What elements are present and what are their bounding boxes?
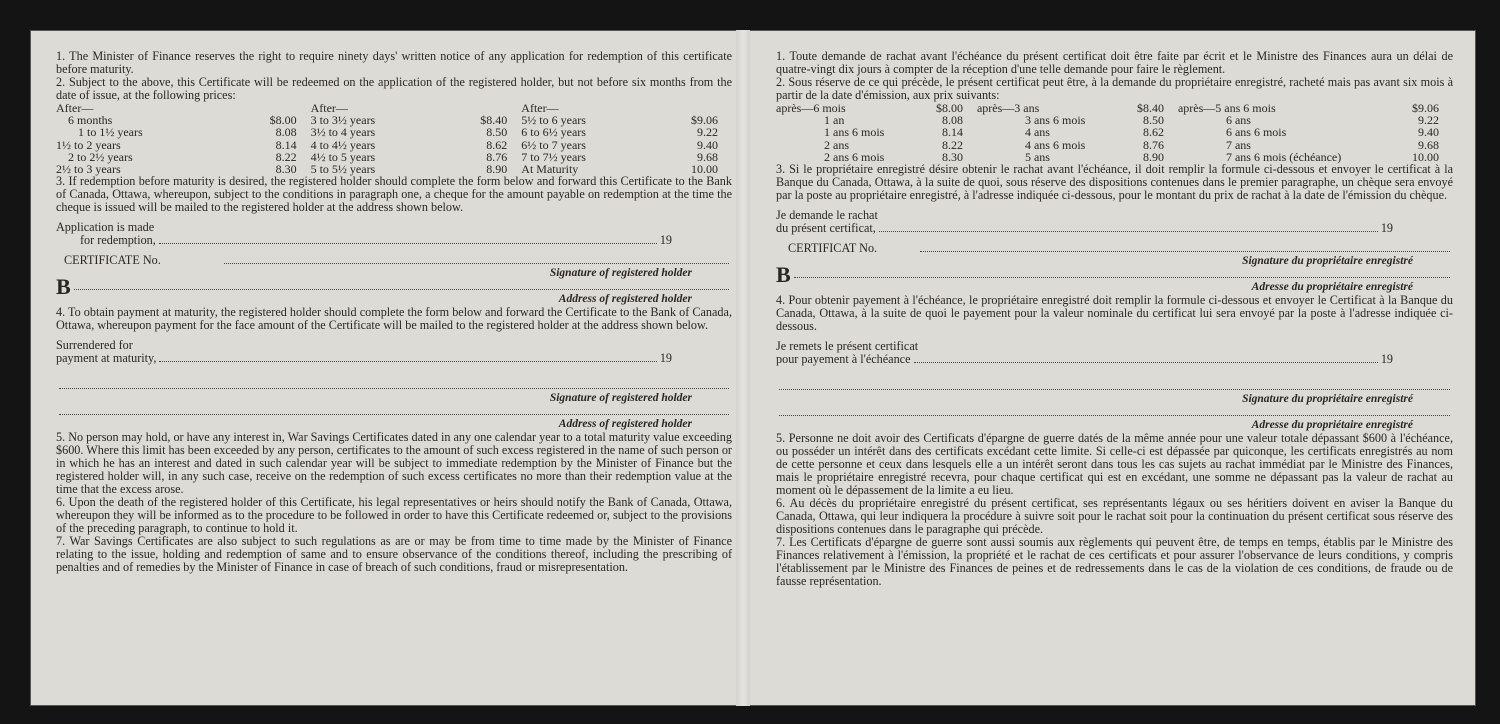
after-label: After—: [56, 101, 94, 115]
paragraph-2: 2. Sous réserve de ce qui précède, le présent certificat peut être, à la demande du propriétaire enregistré, racheté mais pas avant six mois à partir de la date d'émission, aux prix suivants:: [776, 75, 1453, 102]
signature-field[interactable]: [59, 387, 729, 389]
price: 8.22: [941, 137, 963, 152]
price: 9.68: [697, 149, 718, 164]
period: 5½ to 6 years: [521, 113, 586, 128]
period: 1 an: [824, 113, 845, 128]
paragraph-7: 7. Les Certificats d'épargne de guerre sont aussi soumis aux règlements qui peuvent être, de temps en temps, établis par le Ministre des Finances relativement à l'émission, la propriété et le rachat de ces certificats et pour assurer l'observance de leurs conditions, y compris l'établissement par le Ministre des Finances de peines et de redressements dans le cas de la violation de ces conditions, de fraude ou de fausse représentation.: [776, 535, 1453, 589]
price-header-row: [56, 102, 732, 114]
price: 8.30: [275, 162, 297, 177]
price: 9.40: [697, 137, 718, 152]
price: 9.22: [697, 125, 718, 140]
signature-caption: Signature du propriétaire enregistré: [1242, 393, 1413, 406]
period: 4 to 4½ years: [310, 137, 376, 152]
price: $8.40: [480, 113, 508, 128]
certificate-number-label: CERTIFICAT No.: [788, 241, 878, 256]
period: 4½ to 5 years: [310, 149, 376, 164]
period: 7 ans: [1225, 137, 1251, 152]
price: 8.76: [1142, 137, 1164, 152]
price-row: [776, 126, 1453, 138]
english-column: [56, 50, 732, 574]
paragraph-1: 1. The Minister of Finance reserves the right to require ninety days' written notice of any application for redemption of this certificate before maturity.: [56, 49, 732, 76]
period: 6 to 6½ years: [521, 125, 586, 140]
period: 5 to 5½ years: [310, 162, 376, 177]
price: $9.06: [691, 113, 718, 128]
price: 10.00: [1412, 149, 1439, 164]
address-caption: Address of registered holder: [558, 418, 692, 431]
period: 3 ans 6 mois: [1024, 113, 1086, 128]
date-field[interactable]: [914, 361, 1378, 363]
period: 6½ to 7 years: [521, 137, 586, 152]
signature-caption: Signature of registered holder: [549, 267, 692, 280]
price: 8.50: [1142, 113, 1164, 128]
signature-field[interactable]: [224, 262, 729, 264]
price-row: [56, 126, 732, 138]
surrender-label-2: pour payement à l'échéance: [776, 352, 911, 367]
paragraph-5: 5. No person may hold, or have any interest in, War Savings Certificates dated in any one calendar year to a total maturity value exceeding $600. Where this limit has been exceeded by any person, certificates to the amount of such excess registered in the name of such person or in which he has an interest and dated in such calendar year will be subject to immediate redemption by the Minister of Finance but the registered holder will, in any such case, receive on the redemption of such excess certificates no more than their redemption value at the time that the excess arose.: [56, 430, 732, 497]
paragraph-6: 6. Upon the death of the registered holder of this Certificate, his legal representatives or heirs should notify the Bank of Canada, Ottawa, whereupon they will be informed as to the procedure to be followed in order to have this Certificate redeemed or, subject to the provisions of the preceding paragraph, to continue to hold it.: [56, 495, 732, 536]
price-row: [56, 114, 732, 126]
redemption-price-table: [56, 102, 732, 175]
application-label-2: for redemption,: [80, 233, 156, 248]
maturity-payment-line[interactable]: [776, 353, 1453, 366]
price: 9.68: [1418, 137, 1439, 152]
period: 3½ to 4 years: [310, 125, 376, 140]
price: 9.22: [1418, 113, 1439, 128]
surrender-label-2: payment at maturity,: [56, 351, 157, 366]
price: 8.08: [941, 113, 963, 128]
certificate-number-label: CERTIFICATE No.: [64, 253, 161, 268]
redemption-application-line[interactable]: [776, 222, 1453, 235]
year-prefix: 19: [659, 233, 672, 248]
address-caption: Adresse du propriétaire enregistré: [1251, 419, 1413, 432]
certificate-number-line[interactable]: [56, 254, 732, 267]
surrender-label: Je remets le présent certificat: [776, 339, 919, 354]
period: après—5 ans 6 mois: [1177, 101, 1276, 115]
period: 1½ to 2 years: [56, 137, 121, 152]
after-label: After—: [521, 101, 559, 115]
year-prefix: 19: [1380, 221, 1393, 236]
price: $8.40: [1136, 101, 1164, 115]
period: 6 ans 6 mois: [1225, 125, 1287, 140]
redemption-application-line[interactable]: [56, 234, 732, 247]
price: 8.08: [275, 125, 297, 140]
price: 8.62: [486, 137, 508, 152]
address-caption: Adresse du propriétaire enregistré: [1251, 281, 1413, 294]
paragraph-4: 4. Pour obtenir payement à l'échéance, le propriétaire enregistré doit remplir la formule ci-dessous et envoyer le Certificat à la Banque du Canada, Ottawa, à la suite de quoi le payement pour la valeur nominale du certificat lui sera envoyé par la poste à l'adresse indiquée ci-dessous.: [776, 293, 1453, 334]
period: 2 ans 6 mois: [824, 149, 885, 164]
price: $9.06: [1412, 101, 1439, 115]
address-field[interactable]: [59, 413, 729, 415]
price-row: [776, 139, 1453, 151]
application-label: Application is made: [56, 220, 155, 235]
period: après—6 mois: [776, 101, 846, 115]
paragraph-1: 1. Toute demande de rachat avant l'échéance du présent certificat doit être faite par écrit et le Ministre des Finances aura un délai de quatre-vingt dix jours à compter de la réception d'une telle demande pour faire le règlement.: [776, 49, 1453, 76]
date-field[interactable]: [159, 360, 656, 362]
period: 2 ans: [824, 137, 849, 152]
period: après—3 ans: [976, 101, 1040, 115]
year-prefix: 19: [1380, 352, 1393, 367]
address-field[interactable]: [779, 414, 1450, 416]
paragraph-4: 4. To obtain payment at maturity, the registered holder should complete the form below and forward the Certificate to the Bank of Canada, Ottawa, whereupon payment for the face amount of the Certificate will be mailed to the registered holder at the address shown below.: [56, 305, 732, 333]
price: 9.40: [1418, 125, 1439, 140]
fold-crease: [736, 30, 750, 706]
signature-caption: Signature du propriétaire enregistré: [1242, 255, 1413, 268]
period: 6 months: [68, 113, 113, 128]
date-field[interactable]: [159, 242, 657, 244]
paragraph-3: 3. Si le propriétaire enregistré désire obtenir le rachat avant l'échéance, il doit remplir la formule ci-dessous et envoyer le certificat à la Banque du Canada, Ottawa, à la suite de quoi, sous réserve des dispositions contenues dans le premier paragraphe, un chèque sera envoyé par la poste au propriétaire enregistré, à l'adresse indiquée ci-dessous, pour le montant du prix de rachat à la date de l'émission du chèque.: [776, 162, 1453, 203]
french-column: [776, 50, 1453, 588]
period: 2½ to 3 years: [56, 162, 121, 177]
series-letter: B: [56, 274, 71, 300]
surrender-label: Surrendered for: [56, 338, 133, 353]
application-label: Je demande le rachat: [776, 208, 878, 223]
price: 8.90: [486, 162, 508, 177]
application-label-2: du présent certificat,: [776, 221, 876, 236]
price-row: [56, 139, 732, 151]
period: 4 ans: [1024, 125, 1050, 140]
price-row: [56, 151, 732, 163]
period: 1 to 1½ years: [78, 125, 143, 140]
price: 8.30: [941, 149, 963, 164]
period: 4 ans 6 mois: [1024, 137, 1086, 152]
period: 2 to 2½ years: [68, 149, 133, 164]
paragraph-7: 7. War Savings Certificates are also subject to such regulations as are or may be from time to time made by the Minister of Finance relating to the issue, holding and redemption of same and to ensure observance of the conditions thereof, including the prescribing of penalties and of remedies by the Minister of Finance in case of breach of such conditions, fraud or misrepresentation.: [56, 534, 732, 575]
signature-field[interactable]: [920, 250, 1450, 252]
paragraph-2: 2. Subject to the above, this Certificate will be redeemed on the application of the registered holder, but not before six months from the date of issue, at the following prices:: [56, 75, 732, 102]
certificate-number-line[interactable]: [776, 242, 1453, 255]
price: 8.22: [275, 149, 297, 164]
address-field[interactable]: [794, 276, 1450, 278]
paragraph-3: 3. If redemption before maturity is desired, the registered holder should complete the form below and forward this Certificate to the Bank of Canada, Ottawa, whereupon, subject to the conditions in paragraph one, a cheque for the amount payable on redemption at the time the cheque is issued will be mailed to the registered holder at the address shown below.: [56, 174, 732, 215]
period: 1 ans 6 mois: [824, 125, 885, 140]
price: 8.62: [1142, 125, 1164, 140]
price-row: [776, 102, 1453, 114]
price: $8.00: [269, 113, 297, 128]
period: 7 ans 6 mois (échéance): [1225, 149, 1342, 164]
period: 3 to 3½ years: [310, 113, 376, 128]
maturity-payment-line[interactable]: [56, 352, 732, 365]
price: 8.14: [275, 137, 297, 152]
period: 7 to 7½ years: [521, 149, 586, 164]
price: 8.14: [941, 125, 963, 140]
signature-field[interactable]: [779, 388, 1450, 390]
date-field[interactable]: [879, 230, 1378, 232]
price: $8.00: [935, 101, 963, 115]
address-caption: Address of registered holder: [558, 293, 692, 306]
address-field[interactable]: [74, 288, 729, 290]
price: 8.76: [486, 149, 508, 164]
price: 8.90: [1142, 149, 1164, 164]
period: 6 ans: [1225, 113, 1251, 128]
redemption-price-table: [776, 102, 1453, 163]
price: 8.50: [486, 125, 508, 140]
after-label: After—: [310, 101, 348, 115]
period: 5 ans: [1024, 149, 1050, 164]
signature-caption: Signature of registered holder: [549, 392, 692, 405]
period: At Maturity: [521, 162, 579, 177]
year-prefix: 19: [659, 351, 672, 366]
paragraph-5: 5. Personne ne doit avoir des Certificats d'épargne de guerre datés de la même année pour une valeur totale dépassant $600 à l'échéance, ou posséder un intérêt dans des certificats excédant cette limite. Si celle-ci est dépassée par quiconque, les certificats enregistrés au nom de cette personne et ceux dans lesquels elle a un intérêt seront dans tous les cas sujets au rachat immédiat par le Ministre des Finances, mais le propriétaire enregistré recevra, pour chaque certificat qui est en excédant, une somme ne dépassant pas la valeur de rachat au moment où le dépassement de la limite a eu lieu.: [776, 431, 1453, 498]
price: 10.00: [691, 162, 718, 177]
paragraph-6: 6. Au décès du propriétaire enregistré du présent certificat, ses représentants légaux ou ses héritiers doivent en aviser la Banque du Canada, Ottawa, qui leur indiquera la procédure à suivre soit pour le rachat soit pour la continuation du présent certificat sous réserve des dispositions contenues dans le paragraphe qui précède.: [776, 496, 1453, 537]
series-letter: B: [776, 262, 791, 288]
